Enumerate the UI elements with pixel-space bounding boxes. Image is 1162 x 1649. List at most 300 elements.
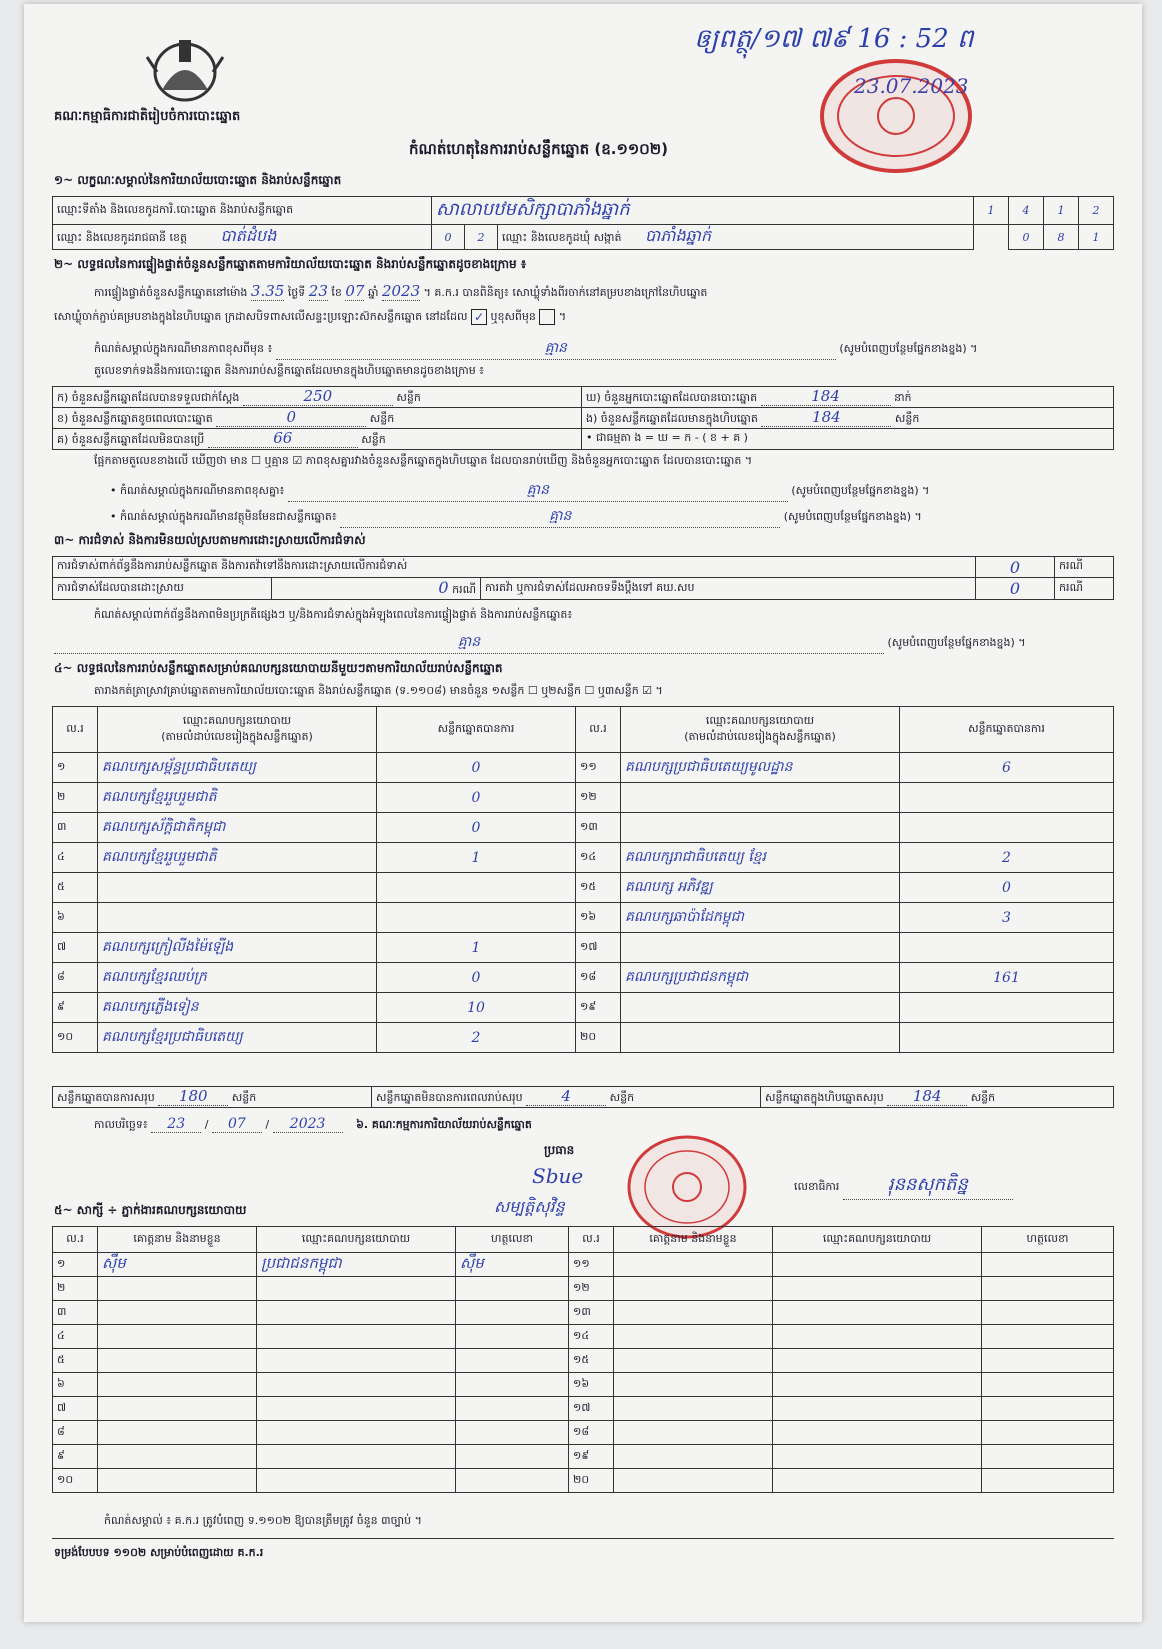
witness-row — [53, 1277, 1114, 1301]
witness-name — [98, 1421, 257, 1445]
witness-party — [257, 1349, 456, 1373]
spoiled-ballots-unit: សន្លឹក — [369, 412, 395, 425]
section1-heading: ១~ លក្ខណៈសម្គាល់នៃការិយាល័យបោះឆ្នោត និងរាប់សន្លឹកឆ្នោត — [54, 173, 342, 187]
party-name — [621, 993, 900, 1023]
party-no: ៣ — [53, 813, 98, 843]
party-votes: 2 — [377, 1023, 576, 1053]
witness-signature — [456, 1349, 569, 1373]
witness-signature — [982, 1373, 1114, 1397]
witness-party — [257, 1373, 456, 1397]
witness-party: ប្រជាជនកម្ពុជា — [257, 1253, 456, 1277]
valid-total-unit: សន្លឹក — [231, 1091, 257, 1104]
witness-signature — [456, 1277, 569, 1301]
party-name: គណបក្សខ្មែររួបរួមជាតិ — [98, 783, 377, 813]
secretary-name: រុននសុកតិន្ន — [843, 1172, 1013, 1200]
location-value: សាលាបឋមសិក្សាបាភាំងឆ្នាក់ — [432, 197, 974, 225]
commune-code-3: 1 — [1079, 225, 1114, 250]
verification-day: 23 — [308, 282, 328, 300]
location-code-4: 2 — [1079, 197, 1114, 225]
party-row — [53, 873, 1114, 903]
party-no: ២០ — [576, 1023, 621, 1053]
party-no: ១៨ — [576, 963, 621, 993]
party-row — [53, 903, 1114, 933]
verification-text-a: ការផ្ទៀងផ្ទាត់ចំនួនសន្លឹកឆ្នោតនៅម៉ោង — [94, 286, 248, 299]
party-votes — [900, 993, 1114, 1023]
box-total-cell — [761, 1087, 1114, 1108]
witness-signature — [982, 1469, 1114, 1493]
difference-line: ផ្អែកតាមតួលេខខាងលើ ឃើញថា មាន ☐ ឬគ្មាន ☑ ភាពខុសគ្នារវាងចំនួនសន្លឹកឆ្នោតក្នុងហិបឆ្នោត ដែលបានរាប់ឃើញ និងចំនួនអ្នកបោះឆ្នោត ដែលបានបោះឆ្នោត ។ — [94, 454, 753, 467]
different-checkbox[interactable] — [539, 309, 555, 325]
witness-signature — [456, 1445, 569, 1469]
witness-no: ២០ — [569, 1469, 614, 1493]
same-checkbox[interactable]: ✓ — [471, 309, 487, 325]
spoiled-ballots-label: ខ) ចំនួនសន្លឹកឆ្នោតខូចពេលបោះឆ្នោត — [57, 412, 213, 425]
col-party-left-title: ឈ្មោះគណបក្សនយោបាយ — [182, 713, 292, 727]
party-no: ១៩ — [576, 993, 621, 1023]
totals-row — [52, 1086, 1114, 1108]
irregularities-note-label: កំណត់សម្គាល់ពាក់ព័ន្ធនឹងភាពមិនប្រក្រតីផ្សេងៗ ឬ/និងការជំទាស់ក្នុងអំឡុងពេលនៃការផ្ទៀងផ្ទាត់ និងការរាប់សន្លឹកឆ្នោត៖ — [94, 608, 573, 621]
spoiled-ballots-value: 0 — [216, 408, 366, 427]
witness-no: ៨ — [53, 1421, 98, 1445]
location-code-1: 1 — [974, 197, 1009, 225]
verification-month: 07 — [345, 282, 365, 300]
witness-table — [52, 1226, 1114, 1493]
voters-voted-label: ឃ) ចំនួនអ្នកបោះឆ្នោតដែលបានបោះឆ្នោត — [586, 391, 758, 404]
verification-line-2: សោឃ្លុំចាក់ភ្ជាប់គម្របខាងក្នុងនៃហិបឆ្នោត ក្រដាសបិទពាសលើសន្ទះប្រឡោះស៊កសន្លឹកឆ្នោត នៅដដែល ✓ ឬខុសពីមុន ។ — [54, 310, 567, 324]
witness-party — [773, 1277, 982, 1301]
party-name: គណបក្សភ្លើងទៀន — [98, 993, 377, 1023]
witness-no: ១៤ — [569, 1325, 614, 1349]
witness-party — [257, 1325, 456, 1349]
col-party-right-title: ឈ្មោះគណបក្សនយោបាយ — [705, 713, 815, 727]
party-votes: 1 — [377, 933, 576, 963]
party-results-table — [52, 706, 1114, 1053]
location-code-2: 4 — [1009, 197, 1044, 225]
witness-name: ស៊ឹម — [98, 1253, 257, 1277]
resolved-unit: ករណី — [452, 583, 476, 596]
verification-line-1 — [94, 282, 1124, 302]
witness-name — [98, 1469, 257, 1493]
witness-no: ៣ — [53, 1301, 98, 1325]
witness-signature — [982, 1301, 1114, 1325]
appeal-value: 0 — [976, 578, 1055, 600]
witness-signature — [982, 1325, 1114, 1349]
witness-no: ២ — [53, 1277, 98, 1301]
witness-rows — [53, 1253, 1114, 1493]
handwritten-header: ឲ្យពត្ថុ/១៧ ៧៩ 16 : 52 ព — [694, 24, 974, 54]
objections-label: ការជំទាស់ពាក់ព័ន្ធនឹងការរាប់សន្លឹកឆ្នោត និងការតវ៉ាទៅនឹងការដោះស្រាយលើការជំទាស់ — [53, 557, 976, 578]
commune-value: បាភាំងឆ្នាក់ — [645, 226, 712, 245]
objections-table — [52, 556, 1114, 600]
section5-heading: ៥~ សាក្សី ÷ ភ្នាក់ងារគណបក្សនយោបាយ — [54, 1203, 247, 1217]
witness-signature — [456, 1301, 569, 1325]
party-votes: 0 — [377, 813, 576, 843]
ballots-received-value: 250 — [243, 387, 393, 406]
witness-row — [53, 1373, 1114, 1397]
commune-code-1: 0 — [1009, 225, 1044, 250]
witness-no: ១២ — [569, 1277, 614, 1301]
witness-signature — [982, 1445, 1114, 1469]
chair-signature: Sbue — [532, 1164, 584, 1188]
irregularities-fill-hint: (សូមបំពេញបន្ថែមផ្នែកខាងខ្នង) ។ — [887, 636, 1026, 649]
witness-signature — [456, 1397, 569, 1421]
party-votes: 0 — [900, 873, 1114, 903]
witness-party — [773, 1325, 982, 1349]
witness-row — [53, 1253, 1114, 1277]
witness-col-sig-left: ហត្ថលេខា — [456, 1227, 569, 1253]
party-no: ១០ — [53, 1023, 98, 1053]
box-total-unit: សន្លឹក — [970, 1091, 996, 1104]
party-votes: 6 — [900, 753, 1114, 783]
witness-signature — [456, 1421, 569, 1445]
party-votes — [900, 1023, 1114, 1053]
party-no: ១២ — [576, 783, 621, 813]
party-name — [621, 1023, 900, 1053]
party-votes: 0 — [377, 963, 576, 993]
location-code-3: 1 — [1044, 197, 1079, 225]
party-name: គណបក្សក្រៀលីងម៉ៃឡើង — [98, 933, 377, 963]
party-row — [53, 1023, 1114, 1053]
valid-total-cell — [53, 1087, 372, 1108]
witness-row — [53, 1469, 1114, 1493]
party-name: គណបក្សប្រជាជនកម្ពុជា — [621, 963, 900, 993]
resolved-value: 0 — [438, 578, 449, 597]
witness-col-no-right: ល.រ — [569, 1227, 614, 1253]
witness-name — [614, 1469, 773, 1493]
party-votes: 3 — [900, 903, 1114, 933]
section2-heading: ២~ លទ្ធផលនៃការផ្ទៀងផ្ទាត់ចំនួនសន្លឹកឆ្នោតតាមការិយាល័យបោះឆ្នោត និងរាប់សន្លឹកឆ្នោតដូចខាងក្រោម ៖ — [54, 257, 527, 271]
spoiled-ballots-cell — [53, 408, 582, 429]
witness-no: ១៨ — [569, 1421, 614, 1445]
witness-row — [53, 1421, 1114, 1445]
ballots-received-label: ក) ចំនួនសន្លឹកឆ្នោតដែលបានទទួលជាក់ស្តែង — [57, 391, 240, 404]
party-no: ៧ — [53, 933, 98, 963]
witness-col-no-left: ល.រ — [53, 1227, 98, 1253]
witness-name — [614, 1349, 773, 1373]
party-name: គណបក្សរាជាធិបតេយ្យ ខ្មែរ — [621, 843, 900, 873]
witness-col-party-right: ឈ្មោះគណបក្សនយោបាយ — [773, 1227, 982, 1253]
commune-label: ឈ្មោះ និងលេខកូដឃុំ សង្កាត់ — [502, 231, 622, 244]
witness-name — [98, 1301, 257, 1325]
unused-ballots-unit: សន្លឹក — [361, 433, 386, 446]
party-name — [621, 783, 900, 813]
party-votes: 0 — [377, 753, 576, 783]
witness-row — [53, 1301, 1114, 1325]
witness-party — [773, 1397, 982, 1421]
witness-signature — [982, 1349, 1114, 1373]
witness-name — [98, 1445, 257, 1469]
party-no: ១៤ — [576, 843, 621, 873]
party-name — [98, 903, 377, 933]
party-name — [98, 873, 377, 903]
secretary-label: លេខាធិការ — [794, 1180, 840, 1193]
party-votes: 0 — [377, 783, 576, 813]
date-year: 2023 — [273, 1116, 343, 1133]
witness-col-name-left: គោត្តនាម និងនាមខ្លួន — [98, 1227, 257, 1253]
unused-ballots-label: គ) ចំនួនសន្លឹកឆ្នោតដែលមិនបានប្រើ — [57, 433, 205, 446]
province-label — [53, 225, 432, 250]
note3-value: គ្មាន — [340, 506, 780, 528]
party-no: ១៦ — [576, 903, 621, 933]
figures-intro: តួលេខទាក់ទងនឹងការបោះឆ្នោត និងការរាប់សន្លឹកឆ្នោតដែលមានក្នុងហិបឆ្នោតមានដូចខាងក្រោម ៖ — [94, 364, 485, 377]
date-day: 23 — [151, 1116, 201, 1133]
witness-signature — [456, 1469, 569, 1493]
witness-signature: ស៊ឹម — [456, 1253, 569, 1277]
witness-name — [614, 1277, 773, 1301]
witness-no: ១០ — [53, 1469, 98, 1493]
party-row — [53, 753, 1114, 783]
party-no: ៨ — [53, 963, 98, 993]
party-rows — [53, 753, 1114, 1053]
witness-name — [614, 1421, 773, 1445]
party-row — [53, 933, 1114, 963]
appeal-label: ការតវ៉ា ឬការជំទាស់ដែលអាចទទឹងប្តឹងទៅ គឃ.សប — [481, 578, 976, 600]
party-name: គណបក្ស អភិវឌ្ឍ — [621, 873, 900, 903]
col-party-left-sub: (តាមលំដាប់លេខរៀងក្នុងសន្លឹកឆ្នោត) — [161, 729, 313, 743]
witness-no: ៥ — [53, 1349, 98, 1373]
note-fill-hint: (សូមបំពេញបន្ថែមផ្នែកខាងខ្នង) ។ — [839, 342, 978, 355]
footnote: កំណត់សម្គាល់ ៖ គ.ក.រ ត្រូវបំពេញ ទ.១១០២ ឱ្យបានត្រឹមត្រូវ ចំនួន ៣ច្បាប់ ។ — [104, 1514, 422, 1527]
objections-value: 0 — [976, 557, 1055, 578]
witness-row — [53, 1349, 1114, 1373]
doc-title: កំណត់ហេតុនៃការរាប់សន្លឹកឆ្នោត (ឧ.១១០២) — [409, 140, 669, 158]
objections-unit: ករណី — [1055, 557, 1114, 578]
national-emblem-icon — [142, 32, 228, 106]
party-no: ១៥ — [576, 873, 621, 903]
witness-party — [773, 1445, 982, 1469]
or-not-text: ឬខុសពីមុន — [490, 310, 536, 323]
note2-label: • កំណត់សម្គាល់ក្នុងករណីមានភាពខុសគ្នា៖ — [110, 484, 285, 497]
party-name: គណបក្សសម្ព័ន្ធប្រជាធិបតេយ្យ — [98, 753, 377, 783]
col-votes-left: សន្លឹកឆ្នោតបានការ — [377, 707, 576, 753]
invalid-total-unit: សន្លឹក — [609, 1091, 635, 1104]
ballots-in-box-cell — [582, 408, 1114, 429]
witness-no: ១៦ — [569, 1373, 614, 1397]
witness-signature — [982, 1421, 1114, 1445]
party-votes — [900, 783, 1114, 813]
section4-heading: ៤~ លទ្ធផលនៃការរាប់សន្លឹកឆ្នោតសម្រាប់គណបក្សនយោបាយនីមួយៗតាមការិយាល័យរាប់សន្លឹកឆ្នោត — [54, 661, 503, 675]
witness-party — [773, 1421, 982, 1445]
witness-no: ១ — [53, 1253, 98, 1277]
witness-name — [98, 1349, 257, 1373]
document-page — [24, 4, 1142, 1622]
witness-name — [614, 1301, 773, 1325]
invalid-total-label: សន្លឹកឆ្នោតមិនបានការពេលរាប់សរុប — [376, 1091, 523, 1104]
note2-fill-hint: (សូមបំពេញបន្ថែមផ្នែកខាងខ្នង) ។ — [791, 484, 930, 497]
witness-no: ១៩ — [569, 1445, 614, 1469]
witness-signature — [982, 1277, 1114, 1301]
party-name: គណបក្សប្រជាធិបតេយ្យមូលដ្ឋាន — [621, 753, 900, 783]
note2-line — [110, 480, 1120, 502]
party-no: ៦ — [53, 903, 98, 933]
box-total-label: សន្លឹកឆ្នោតក្នុងហិបឆ្នោតសរុប — [765, 1091, 884, 1104]
witness-no: ៦ — [53, 1373, 98, 1397]
witness-name — [98, 1277, 257, 1301]
chair-label: ប្រធាន — [544, 1143, 575, 1157]
tally-sheets-line: តារាងកត់ត្រាស្រាវគ្រាប់ឆ្នោតតាមការិយាល័យបោះឆ្នោត និងរាប់សន្លឹកឆ្នោត (ទ.១១០៨) មានចំនួន ១សន្លឹក ☐ ឬ២សន្លឹក ☐ ឬ៣សន្លឹក ☑ ។ — [94, 684, 663, 697]
witness-col-name-right: គោត្តនាម និងនាមខ្លួន — [614, 1227, 773, 1253]
witness-party — [773, 1301, 982, 1325]
col-party-right — [621, 707, 900, 753]
party-row — [53, 843, 1114, 873]
party-name — [621, 813, 900, 843]
witness-name — [614, 1397, 773, 1421]
party-row — [53, 783, 1114, 813]
witness-row — [53, 1445, 1114, 1469]
province-value: បាត់ដំបង — [220, 226, 277, 245]
col-party-left — [98, 707, 377, 753]
formula-cell: • ជាធម្មតា ង = ឃ = ក - ( ខ + គ ) — [582, 429, 1114, 450]
note2-value: គ្មាន — [288, 480, 788, 502]
verification-line-2-text: សោឃ្លុំចាក់ភ្ជាប់គម្របខាងក្នុងនៃហិបឆ្នោត ក្រដាសបិទពាសលើសន្ទះប្រឡោះស៊កសន្លឹកឆ្នោត នៅដដែល — [54, 310, 468, 323]
col-no-right: ល.រ — [576, 707, 621, 753]
verification-text-d: ឆ្នាំ — [367, 286, 379, 299]
witness-name — [98, 1397, 257, 1421]
commune-code-2: 8 — [1044, 225, 1079, 250]
witness-signature — [982, 1253, 1114, 1277]
section3-heading: ៣~ ការជំទាស់ និងការមិនយល់ស្របតាមការដោះស្រាយលើការជំទាស់ — [54, 533, 366, 547]
party-name: គណបក្សខ្មែរប្រជាធិបតេយ្យ — [98, 1023, 377, 1053]
irregularities-note-value: គ្មាន — [54, 632, 884, 654]
witness-name — [614, 1325, 773, 1349]
party-no: ១៧ — [576, 933, 621, 963]
note-value: គ្មាន — [276, 338, 836, 360]
witness-party — [773, 1253, 982, 1277]
witness-signature — [982, 1397, 1114, 1421]
divider — [52, 1538, 1114, 1539]
party-name — [621, 933, 900, 963]
valid-total-value: 180 — [158, 1087, 228, 1106]
invalid-total-cell — [372, 1087, 761, 1108]
section1-table — [52, 196, 1114, 250]
party-no: ១១ — [576, 753, 621, 783]
note3-line — [110, 506, 1120, 528]
party-votes — [900, 933, 1114, 963]
witness-party — [257, 1445, 456, 1469]
party-no: ១ — [53, 753, 98, 783]
party-votes: 10 — [377, 993, 576, 1023]
witness-row — [53, 1325, 1114, 1349]
witness-no: ១៧ — [569, 1397, 614, 1421]
party-no: ៤ — [53, 843, 98, 873]
witness-name — [614, 1445, 773, 1469]
verification-time: 3.35 — [250, 282, 285, 300]
date-line: កាលបរិច្ឆេទ៖ 23 / 07 / 2023 ៦. គណៈកម្មការការិយាល័យរាប់សន្លឹកឆ្នោត — [94, 1116, 532, 1132]
witness-party — [257, 1421, 456, 1445]
province-code-1: 0 — [432, 225, 465, 250]
party-votes: 161 — [900, 963, 1114, 993]
witness-col-sig-right: ហត្ថលេខា — [982, 1227, 1114, 1253]
ballots-in-box-value: 184 — [761, 408, 891, 427]
voters-voted-cell — [582, 387, 1114, 408]
party-votes — [377, 873, 576, 903]
secretary-line — [794, 1172, 1013, 1200]
voters-voted-unit: នាក់ — [894, 391, 912, 404]
party-row — [53, 813, 1114, 843]
box-total-value: 184 — [887, 1087, 967, 1106]
party-no: ២ — [53, 783, 98, 813]
location-label: ឈ្មោះទីតាំង និងលេខកូដការិ.បោះឆ្នោត និងរាប់សន្លឹកឆ្នោត — [53, 197, 432, 225]
party-votes — [900, 813, 1114, 843]
commune-cell — [498, 225, 974, 250]
witness-no: ១១ — [569, 1253, 614, 1277]
witness-col-party-left: ឈ្មោះគណបក្សនយោបាយ — [257, 1227, 456, 1253]
witness-party — [773, 1349, 982, 1373]
party-name: គណបក្សខ្មែរឈប់ក្រ — [98, 963, 377, 993]
witness-name — [98, 1373, 257, 1397]
date-month: 07 — [212, 1116, 262, 1133]
col-votes-right: សន្លឹកឆ្នោតបានការ — [900, 707, 1114, 753]
witness-name — [614, 1253, 773, 1277]
province-label-text: ឈ្មោះ និងលេខកូដរាជធានី ខេត្ត — [57, 231, 187, 244]
unused-ballots-cell — [53, 429, 582, 450]
col-no-left: ល.រ — [53, 707, 98, 753]
unused-ballots-value: 66 — [208, 429, 358, 448]
witness-signature — [456, 1373, 569, 1397]
chair-name: សម្បត្តិសុវិន្ទ — [494, 1197, 565, 1216]
resolved-cell — [272, 578, 481, 600]
witness-name — [98, 1325, 257, 1349]
witness-party — [257, 1397, 456, 1421]
witness-party — [773, 1373, 982, 1397]
appeal-unit: ករណី — [1055, 578, 1114, 600]
resolved-label: ការជំទាស់ដែលបានដោះស្រាយ — [53, 578, 272, 600]
party-name: គណបក្សឆាប៉ាដែកម្ពុជា — [621, 903, 900, 933]
verification-text-c: ខែ — [331, 286, 342, 299]
irregularities-note-line — [54, 632, 1124, 654]
witness-no: ៩ — [53, 1445, 98, 1469]
verification-year: 2023 — [381, 282, 421, 300]
party-no: ១៣ — [576, 813, 621, 843]
note-line — [94, 338, 1124, 360]
witness-party — [257, 1277, 456, 1301]
col-party-right-sub: (តាមលំដាប់លេខរៀងក្នុងសន្លឹកឆ្នោត) — [684, 729, 836, 743]
verification-text-b: ថ្ងៃទី — [287, 286, 306, 299]
witness-no: ១៥ — [569, 1349, 614, 1373]
province-code-2: 2 — [465, 225, 498, 250]
party-row — [53, 963, 1114, 993]
ballots-in-box-label: ង) ចំនួនសន្លឹកឆ្នោតដែលមានក្នុងហិបឆ្នោត — [586, 412, 758, 425]
party-no: ៥ — [53, 873, 98, 903]
party-name: គណបក្សខ្មែររួបរួមជាតិ — [98, 843, 377, 873]
witness-no: ៧ — [53, 1397, 98, 1421]
valid-total-label: សន្លឹកឆ្នោតបានការសរុប — [57, 1091, 155, 1104]
witness-signature — [456, 1325, 569, 1349]
witness-row — [53, 1397, 1114, 1421]
invalid-total-value: 4 — [526, 1087, 606, 1106]
org-name: គណៈកម្មាធិការជាតិរៀបចំការបោះឆ្នោត — [54, 109, 241, 124]
witness-no: ៤ — [53, 1325, 98, 1349]
party-votes — [377, 903, 576, 933]
witness-party — [257, 1469, 456, 1493]
witness-party — [773, 1469, 982, 1493]
committee-label: ៦. គណៈកម្មការការិយាល័យរាប់សន្លឹកឆ្នោត — [356, 1118, 532, 1131]
form-note: ទម្រង់បែបបទ ១១០២ សម្រាប់បំពេញដោយ គ.ក.រ — [54, 1546, 264, 1559]
stamp-date: 23.07.2023 — [854, 74, 969, 98]
party-votes: 1 — [377, 843, 576, 873]
ballots-received-unit: សន្លឹក — [396, 391, 421, 404]
note3-fill-hint: (សូមបំពេញបន្ថែមផ្នែកខាងខ្នង) ។ — [783, 510, 922, 523]
witness-name — [614, 1373, 773, 1397]
party-votes: 2 — [900, 843, 1114, 873]
voters-voted-value: 184 — [761, 387, 891, 406]
ballot-figures-table — [52, 386, 1114, 450]
party-no: ៩ — [53, 993, 98, 1023]
witness-no: ១៣ — [569, 1301, 614, 1325]
note-label: កំណត់សម្គាល់ក្នុងករណីមានភាពខុសពីមុន ៖ — [94, 342, 273, 355]
party-row — [53, 993, 1114, 1023]
witness-party — [257, 1301, 456, 1325]
